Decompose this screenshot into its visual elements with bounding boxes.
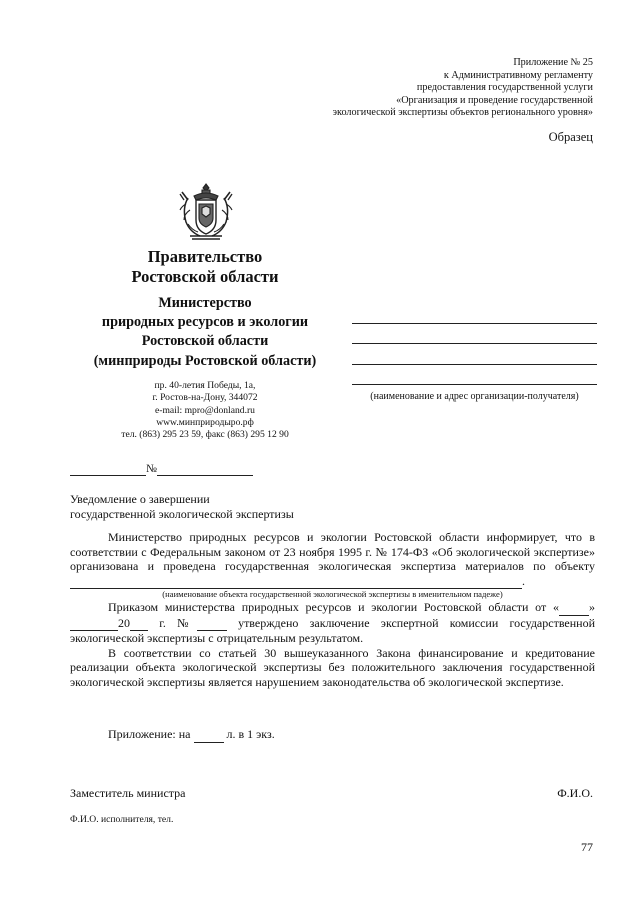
paragraph-1-end: . (522, 573, 525, 588)
appendix-line: к Административному регламенту (443, 69, 593, 81)
appendix-line: Приложение № 25 (513, 57, 593, 68)
coat-of-arms-icon (174, 180, 238, 244)
phone-text: тел. (863) 295 23 59, факс (863) 295 12 90 (121, 429, 289, 441)
appendix-line: экологической экспертизы объектов регионального уровня» (332, 107, 593, 119)
notice-title-line: государственной экологической экспертизы (70, 507, 294, 521)
appendix-line: предоставления государственной услуги (416, 82, 593, 94)
order-month-blank[interactable] (70, 616, 118, 632)
object-caption: (наименование объекта государственной экологической экспертизы в именительном падеже) (162, 589, 503, 599)
recipient-block (352, 303, 597, 402)
object-name-blank[interactable] (70, 574, 522, 590)
notice-title-line: Уведомление о завершении (70, 492, 210, 506)
attachment-line (108, 727, 275, 743)
paragraph-1-text: Министерство природных ресурсов и экологии Ростовской области информирует, что в соответствии с Федеральным законом от 23 ноября 1995 г. № 174-ФЗ «Об экологической экспертизе» организована и проведена государственная экологическая экспертиза материалов по объекту (70, 530, 595, 573)
email-text: e-mail: mpro@donland.ru (155, 404, 255, 416)
appendix-line: «Организация и проведение государственной (396, 94, 593, 106)
ministry-line: природных ресурсов и экологии (101, 314, 309, 331)
contacts-block (70, 380, 340, 441)
ministry-title (70, 294, 340, 371)
registration-number-blank[interactable] (157, 463, 253, 476)
appendix-block (333, 57, 593, 120)
attachment-prefix: Приложение: на (108, 727, 191, 741)
ministry-line: (минприроды Ростовской области) (93, 352, 317, 369)
ministry-line: Ростовской области (141, 333, 269, 350)
attachment-suffix: л. в 1 экз. (226, 727, 275, 741)
notice-title (70, 492, 294, 522)
recipient-blank-line[interactable] (352, 365, 597, 386)
paragraph-2 (70, 600, 595, 646)
recipient-blank-line[interactable] (352, 344, 597, 365)
order-day-blank[interactable] (559, 600, 589, 616)
address-line: г. Ростов-на-Дону, 344072 (152, 392, 258, 404)
paragraph-2-quote: » (589, 600, 595, 614)
recipient-caption: (наименование и адрес организации-получателя) (370, 391, 579, 402)
recipient-blank-line[interactable] (352, 303, 597, 324)
order-year-blank[interactable] (130, 616, 148, 632)
ministry-line: Министерство (158, 295, 252, 311)
number-sign: № (146, 463, 157, 475)
paragraph-2-number: г. № (159, 615, 197, 630)
address-line: пр. 40-летия Победы, 1а, (154, 380, 256, 391)
paragraph-2-year: 20 (118, 615, 130, 630)
attachment-pages-blank[interactable] (194, 727, 224, 743)
website-text: www.минприродыро.рф (156, 416, 254, 428)
paragraph-3: В соответствии со статьей 30 вышеуказанного Закона финансирование и кредитование реализации объекта экологической экспертизы без положительного заключения государственной экологической экспертизы является нарушением законодательства об экологической экспертизе. (70, 645, 595, 689)
registration-date-blank[interactable] (70, 463, 146, 476)
paragraph-1 (70, 530, 595, 589)
paragraph-2-text: Приказом министерства природных ресурсов и экологии Ростовской области от « (108, 600, 559, 614)
registration-line (70, 463, 253, 476)
recipient-blank-line[interactable] (352, 324, 597, 345)
notice-body (70, 530, 595, 689)
executor-line: Ф.И.О. исполнителя, тел. (70, 814, 174, 825)
government-line: Ростовской области (131, 267, 279, 286)
page-number: 77 (581, 840, 593, 854)
order-number-blank[interactable] (197, 616, 227, 632)
government-line: Правительство (147, 247, 263, 266)
signatory-name: Ф.И.О. (557, 786, 593, 800)
government-title (70, 247, 340, 287)
paragraph-2-rest: утверждено заключение экспертной комиссии государственной экологической экспертизы с отрицательным результатом. (70, 615, 596, 645)
sample-label: Образец (548, 130, 593, 144)
signatory-position: Заместитель министра (70, 786, 186, 800)
